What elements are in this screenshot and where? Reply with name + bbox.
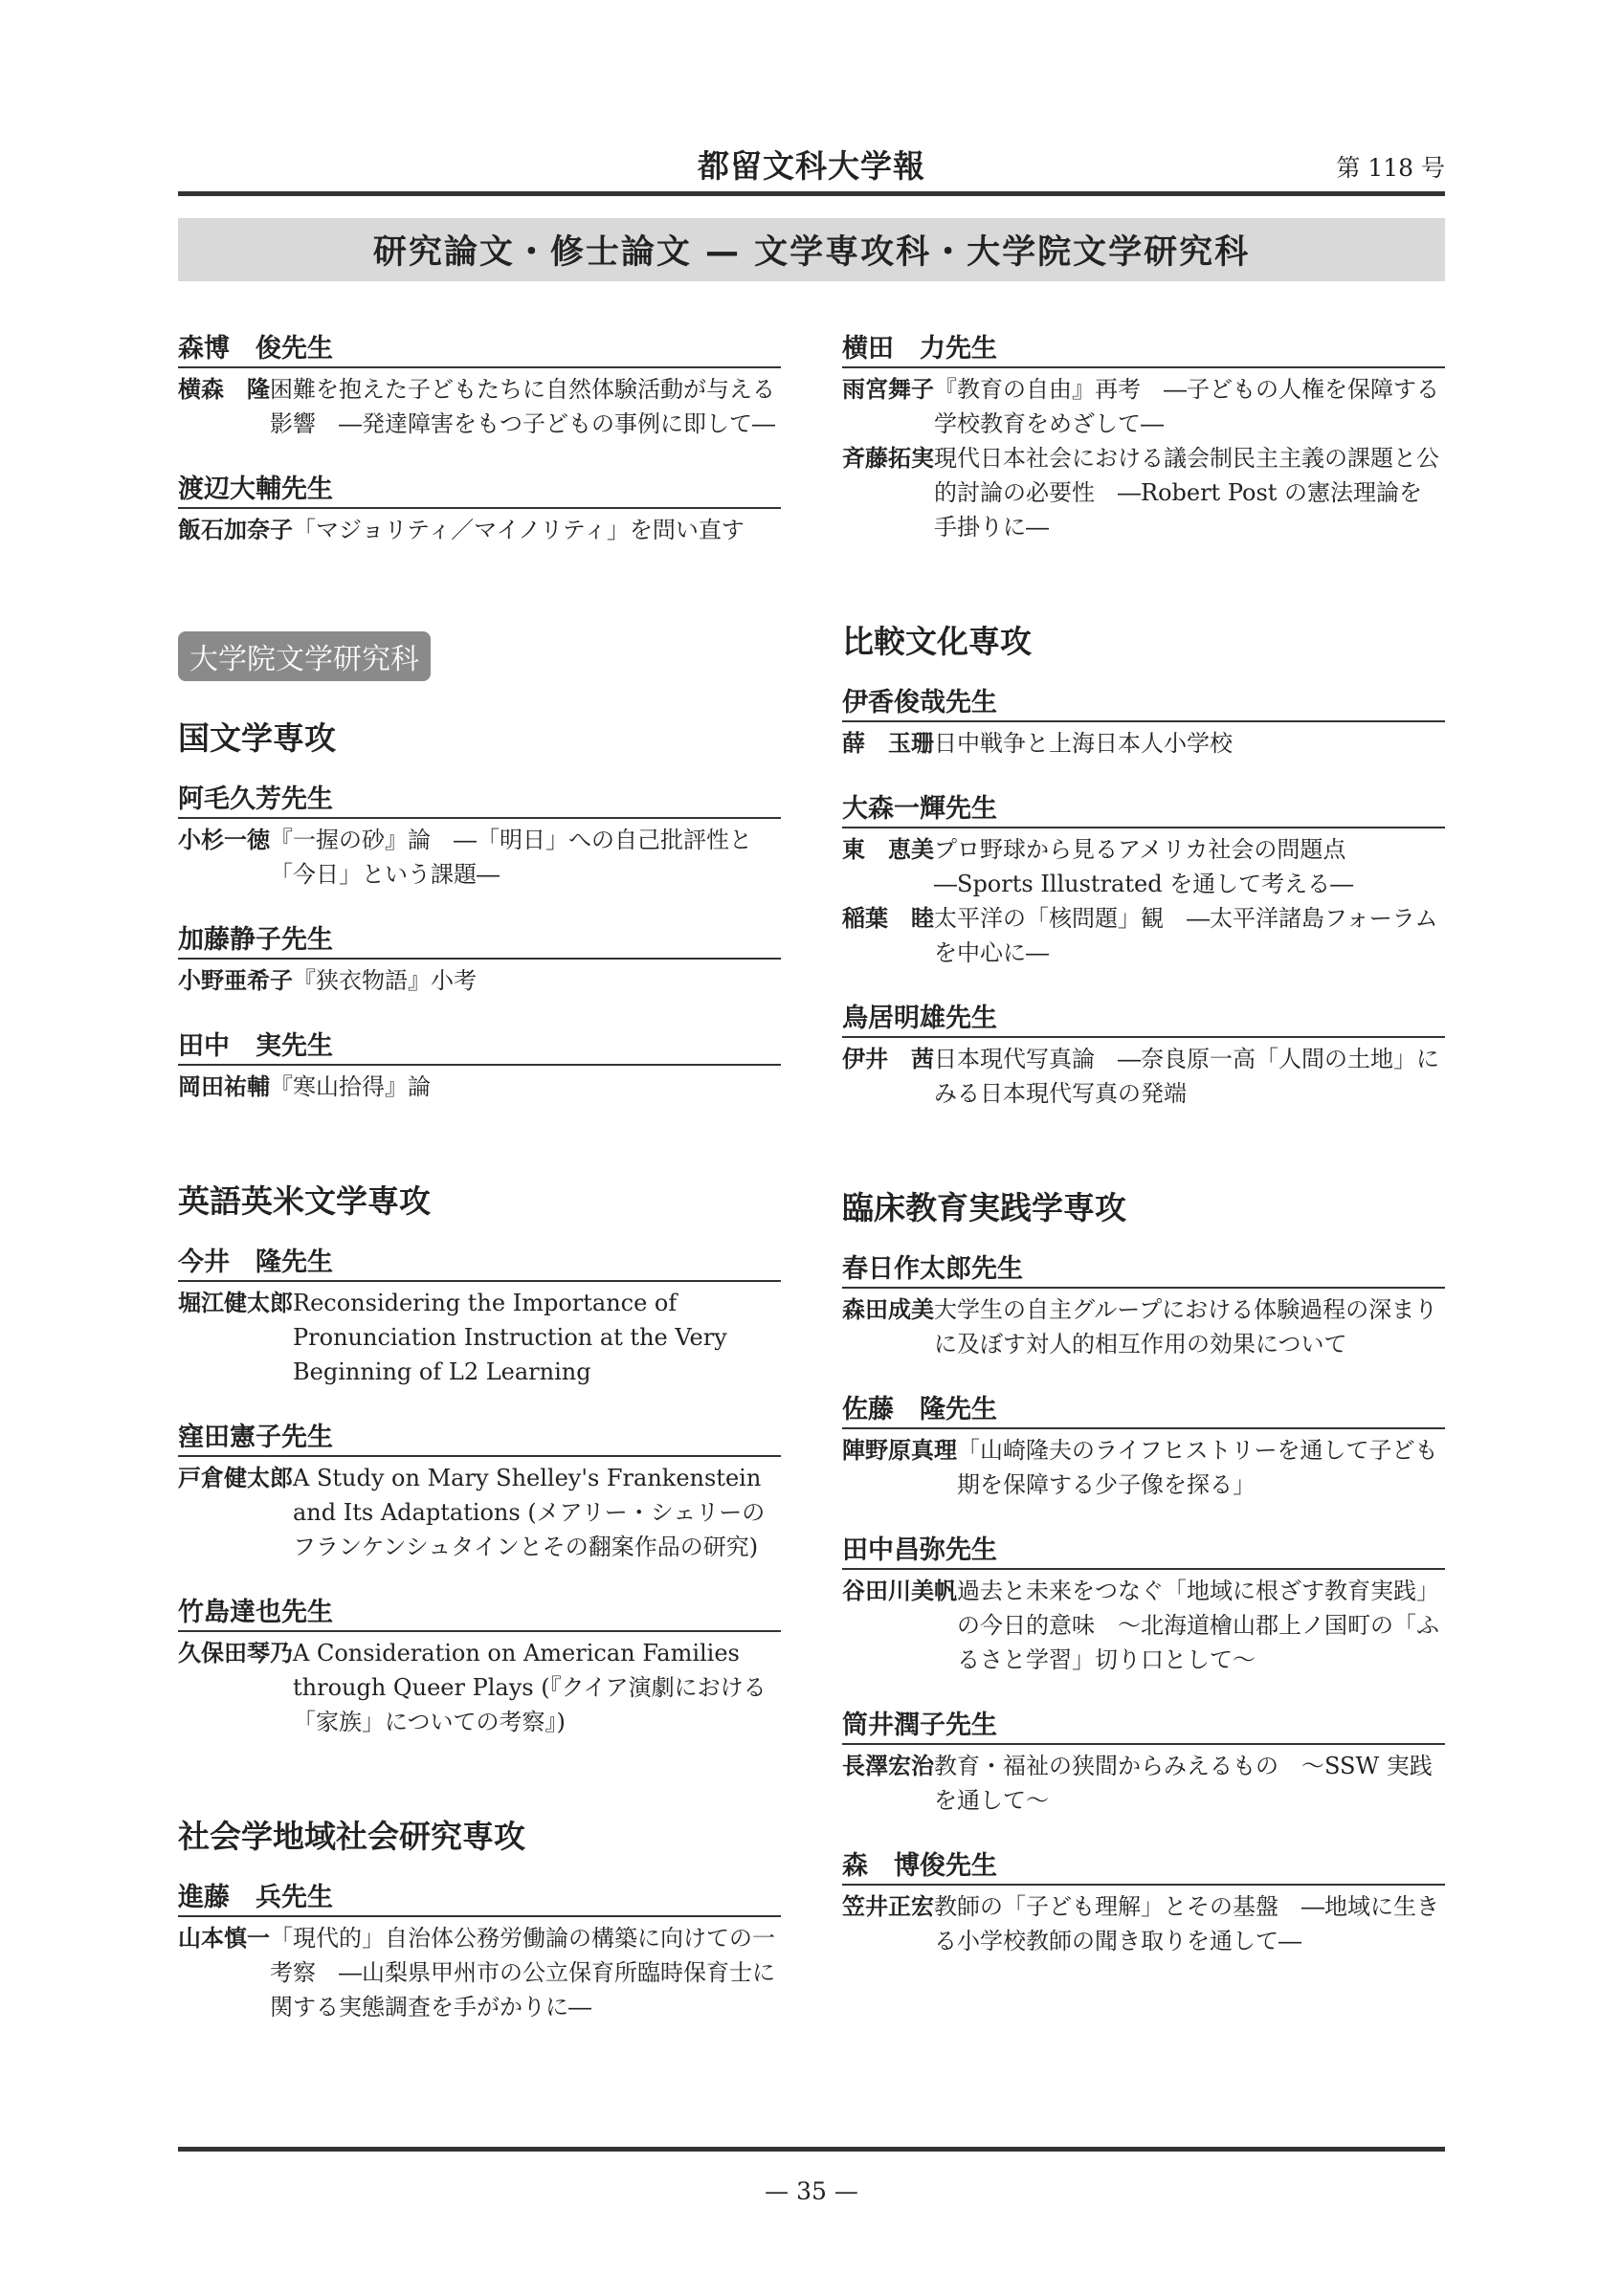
thesis-title: 「マジョリティ／マイノリティ」を問い直す — [293, 517, 745, 543]
thesis-entry — [842, 901, 1445, 970]
thesis-entry — [842, 372, 1445, 441]
student-name: 伊井 茜 — [842, 1046, 934, 1072]
thesis-entry — [178, 1636, 781, 1739]
major-heading: 比較文化専攻 — [842, 623, 1032, 660]
student-name: 斉藤拓実 — [842, 445, 934, 472]
publication-title: 都留文科大学報 — [698, 147, 925, 185]
thesis-title: 困難を抱えた子どもたちに自然体験活動が与える影響 ―発達障害をもつ子どもの事例に即して― — [270, 376, 775, 437]
student-name: 小杉一徳 — [178, 827, 270, 853]
advisor-name: 伊香俊哉先生 — [842, 687, 1445, 722]
thesis-entry — [178, 372, 781, 441]
thesis-entry — [842, 1889, 1445, 1958]
thesis-entry — [842, 726, 1445, 761]
advisor-name: 阿毛久芳先生 — [178, 784, 781, 819]
right-column — [842, 333, 1445, 1991]
header-rule — [178, 191, 1445, 196]
student-name: 薛 玉珊 — [842, 730, 934, 757]
student-name: 森田成美 — [842, 1296, 934, 1323]
thesis-entry — [178, 1921, 781, 2024]
thesis-title: 「現代的」自治体公務労働論の構築に向けての一考察 ―山梨県甲州市の公立保育所臨時保育士に関する実態調査を手がかりに― — [270, 1925, 775, 2020]
thesis-title: Reconsidering the Importance of Pronunciation Instruction at the Very Beginning of L2 Learning — [293, 1290, 727, 1385]
advisor-group — [178, 924, 781, 998]
advisor-name: 進藤 兵先生 — [178, 1882, 781, 1917]
thesis-entry — [842, 1749, 1445, 1818]
advisor-group — [842, 1534, 1445, 1677]
footer-rule — [178, 2147, 1445, 2152]
student-name: 笠井正宏 — [842, 1893, 934, 1920]
student-name: 飯石加奈子 — [178, 517, 293, 543]
left-column — [178, 333, 781, 2057]
advisor-name: 筒井潤子先生 — [842, 1710, 1445, 1745]
thesis-entry — [178, 963, 781, 998]
advisor-name: 加藤静子先生 — [178, 924, 781, 960]
thesis-entry — [178, 823, 781, 892]
major-heading: 社会学地域社会研究専攻 — [178, 1818, 525, 1855]
advisor-name: 鳥居明雄先生 — [842, 1003, 1445, 1038]
thesis-title: 『寒山拾得』論 — [270, 1073, 431, 1100]
thesis-entry — [178, 1286, 781, 1389]
student-name: 岡田祐輔 — [178, 1073, 270, 1100]
issue-number: 第 118 号 — [1336, 154, 1445, 182]
student-name: 陣野原真理 — [842, 1437, 957, 1464]
thesis-title: 「山崎隆夫のライフヒストリーを通して子ども期を保障する少子像を探る」 — [957, 1437, 1438, 1498]
thesis-title: 『教育の自由』再考 ―子どもの人権を保障する学校教育をめざして― — [934, 376, 1439, 437]
thesis-title: 教師の「子ども理解」とその基盤 ―地域に生きる小学校教師の聞き取りを通して― — [934, 1893, 1439, 1954]
graduate-school-label: 大学院文学研究科 — [178, 631, 431, 681]
advisor-name: 竹島達也先生 — [178, 1597, 781, 1632]
advisor-group — [178, 1597, 781, 1739]
advisor-name: 大森一輝先生 — [842, 793, 1445, 828]
advisor-name: 窪田憲子先生 — [178, 1422, 781, 1457]
advisor-group — [842, 1394, 1445, 1502]
advisor-group — [842, 793, 1445, 970]
major-heading: 臨床教育実践学専攻 — [842, 1189, 1126, 1226]
advisor-name: 佐藤 隆先生 — [842, 1394, 1445, 1429]
thesis-title: A Study on Mary Shelley's Frankenstein and Its Adaptations (メアリー・シェリーのフランケンシュタインとその翻案作品の研究) — [293, 1465, 766, 1560]
thesis-entry — [842, 1433, 1445, 1502]
thesis-title: 教育・福祉の狭間からみえるもの ～SSW 実践を通して～ — [934, 1753, 1433, 1814]
advisor-group — [842, 687, 1445, 761]
student-name: 長澤宏治 — [842, 1753, 934, 1779]
thesis-title: 現代日本社会における議会制民主主義の課題と公的討論の必要性 ―Robert Post の憲法理論を手掛りに― — [934, 445, 1439, 541]
major-heading: 国文学専攻 — [178, 719, 336, 757]
section-banner: 研究論文・修士論文 — 文学専攻科・大学院文学研究科 — [178, 218, 1445, 281]
student-name: 稲葉 睦 — [842, 905, 934, 932]
major-heading: 英語英米文学専攻 — [178, 1182, 431, 1220]
thesis-entry — [842, 1574, 1445, 1677]
advisor-group — [178, 333, 781, 441]
advisor-group — [842, 1850, 1445, 1958]
thesis-entry — [842, 441, 1445, 544]
thesis-title: 日本現代写真論 ―奈良原一高「人間の土地」にみる日本現代写真の発端 — [934, 1046, 1439, 1107]
student-name: 山本慎一 — [178, 1925, 270, 1952]
advisor-name: 森博 俊先生 — [178, 333, 781, 368]
thesis-title: 太平洋の「核問題」観 ―太平洋諸島フォーラムを中心に― — [934, 905, 1438, 966]
advisor-name: 森 博俊先生 — [842, 1850, 1445, 1886]
thesis-title: 大学生の自主グループにおける体験過程の深まりに及ぼす対人的相互作用の効果について — [934, 1296, 1438, 1358]
advisor-group — [178, 1422, 781, 1564]
advisor-group — [842, 333, 1445, 544]
left-pre-groups — [178, 333, 781, 547]
student-name: 東 恵美 — [842, 836, 934, 863]
student-name: 谷田川美帆 — [842, 1578, 957, 1604]
student-name: 戸倉健太郎 — [178, 1465, 293, 1491]
advisor-name: 田中 実先生 — [178, 1030, 781, 1066]
thesis-entry — [842, 832, 1445, 901]
advisor-group — [178, 784, 781, 892]
thesis-title: 日中戦争と上海日本人小学校 — [934, 730, 1233, 757]
thesis-title: プロ野球から見るアメリカ社会の問題点 ―Sports Illustrated を通して考える― — [934, 836, 1369, 897]
thesis-entry — [178, 1461, 781, 1564]
advisor-group — [842, 1003, 1445, 1111]
thesis-entry — [178, 1070, 781, 1104]
advisor-name: 今井 隆先生 — [178, 1247, 781, 1282]
thesis-entry — [178, 513, 781, 547]
student-name: 久保田琴乃 — [178, 1640, 293, 1667]
advisor-group — [178, 1882, 781, 2024]
thesis-title: 過去と未来をつなぐ「地域に根ざす教育実践」の今日的意味 ～北海道檜山郡上ノ国町の「ふるさと学習」切り口として～ — [957, 1578, 1439, 1673]
advisor-name: 横田 力先生 — [842, 333, 1445, 368]
thesis-title: 『一握の砂』論 ―「明日」への自己批評性と「今日」という課題― — [270, 827, 752, 888]
advisor-group — [842, 1710, 1445, 1818]
student-name: 横森 隆 — [178, 376, 270, 403]
thesis-entry — [842, 1042, 1445, 1111]
advisor-group — [178, 1247, 781, 1389]
thesis-entry — [842, 1292, 1445, 1361]
advisor-group — [178, 474, 781, 547]
advisor-name: 田中昌弥先生 — [842, 1534, 1445, 1570]
advisor-name: 春日作太郎先生 — [842, 1253, 1445, 1289]
thesis-title: 『狭衣物語』小考 — [293, 967, 477, 994]
advisor-name: 渡辺大輔先生 — [178, 474, 781, 509]
student-name: 堀江健太郎 — [178, 1290, 293, 1316]
advisor-group — [178, 1030, 781, 1104]
thesis-title: A Consideration on American Families through Queer Plays (『クイア演劇における「家族」についての考察』) — [293, 1640, 767, 1735]
advisor-group — [842, 1253, 1445, 1361]
student-name: 雨宮舞子 — [842, 376, 934, 403]
page-number: — 35 — — [765, 2177, 858, 2205]
student-name: 小野亜希子 — [178, 967, 293, 994]
